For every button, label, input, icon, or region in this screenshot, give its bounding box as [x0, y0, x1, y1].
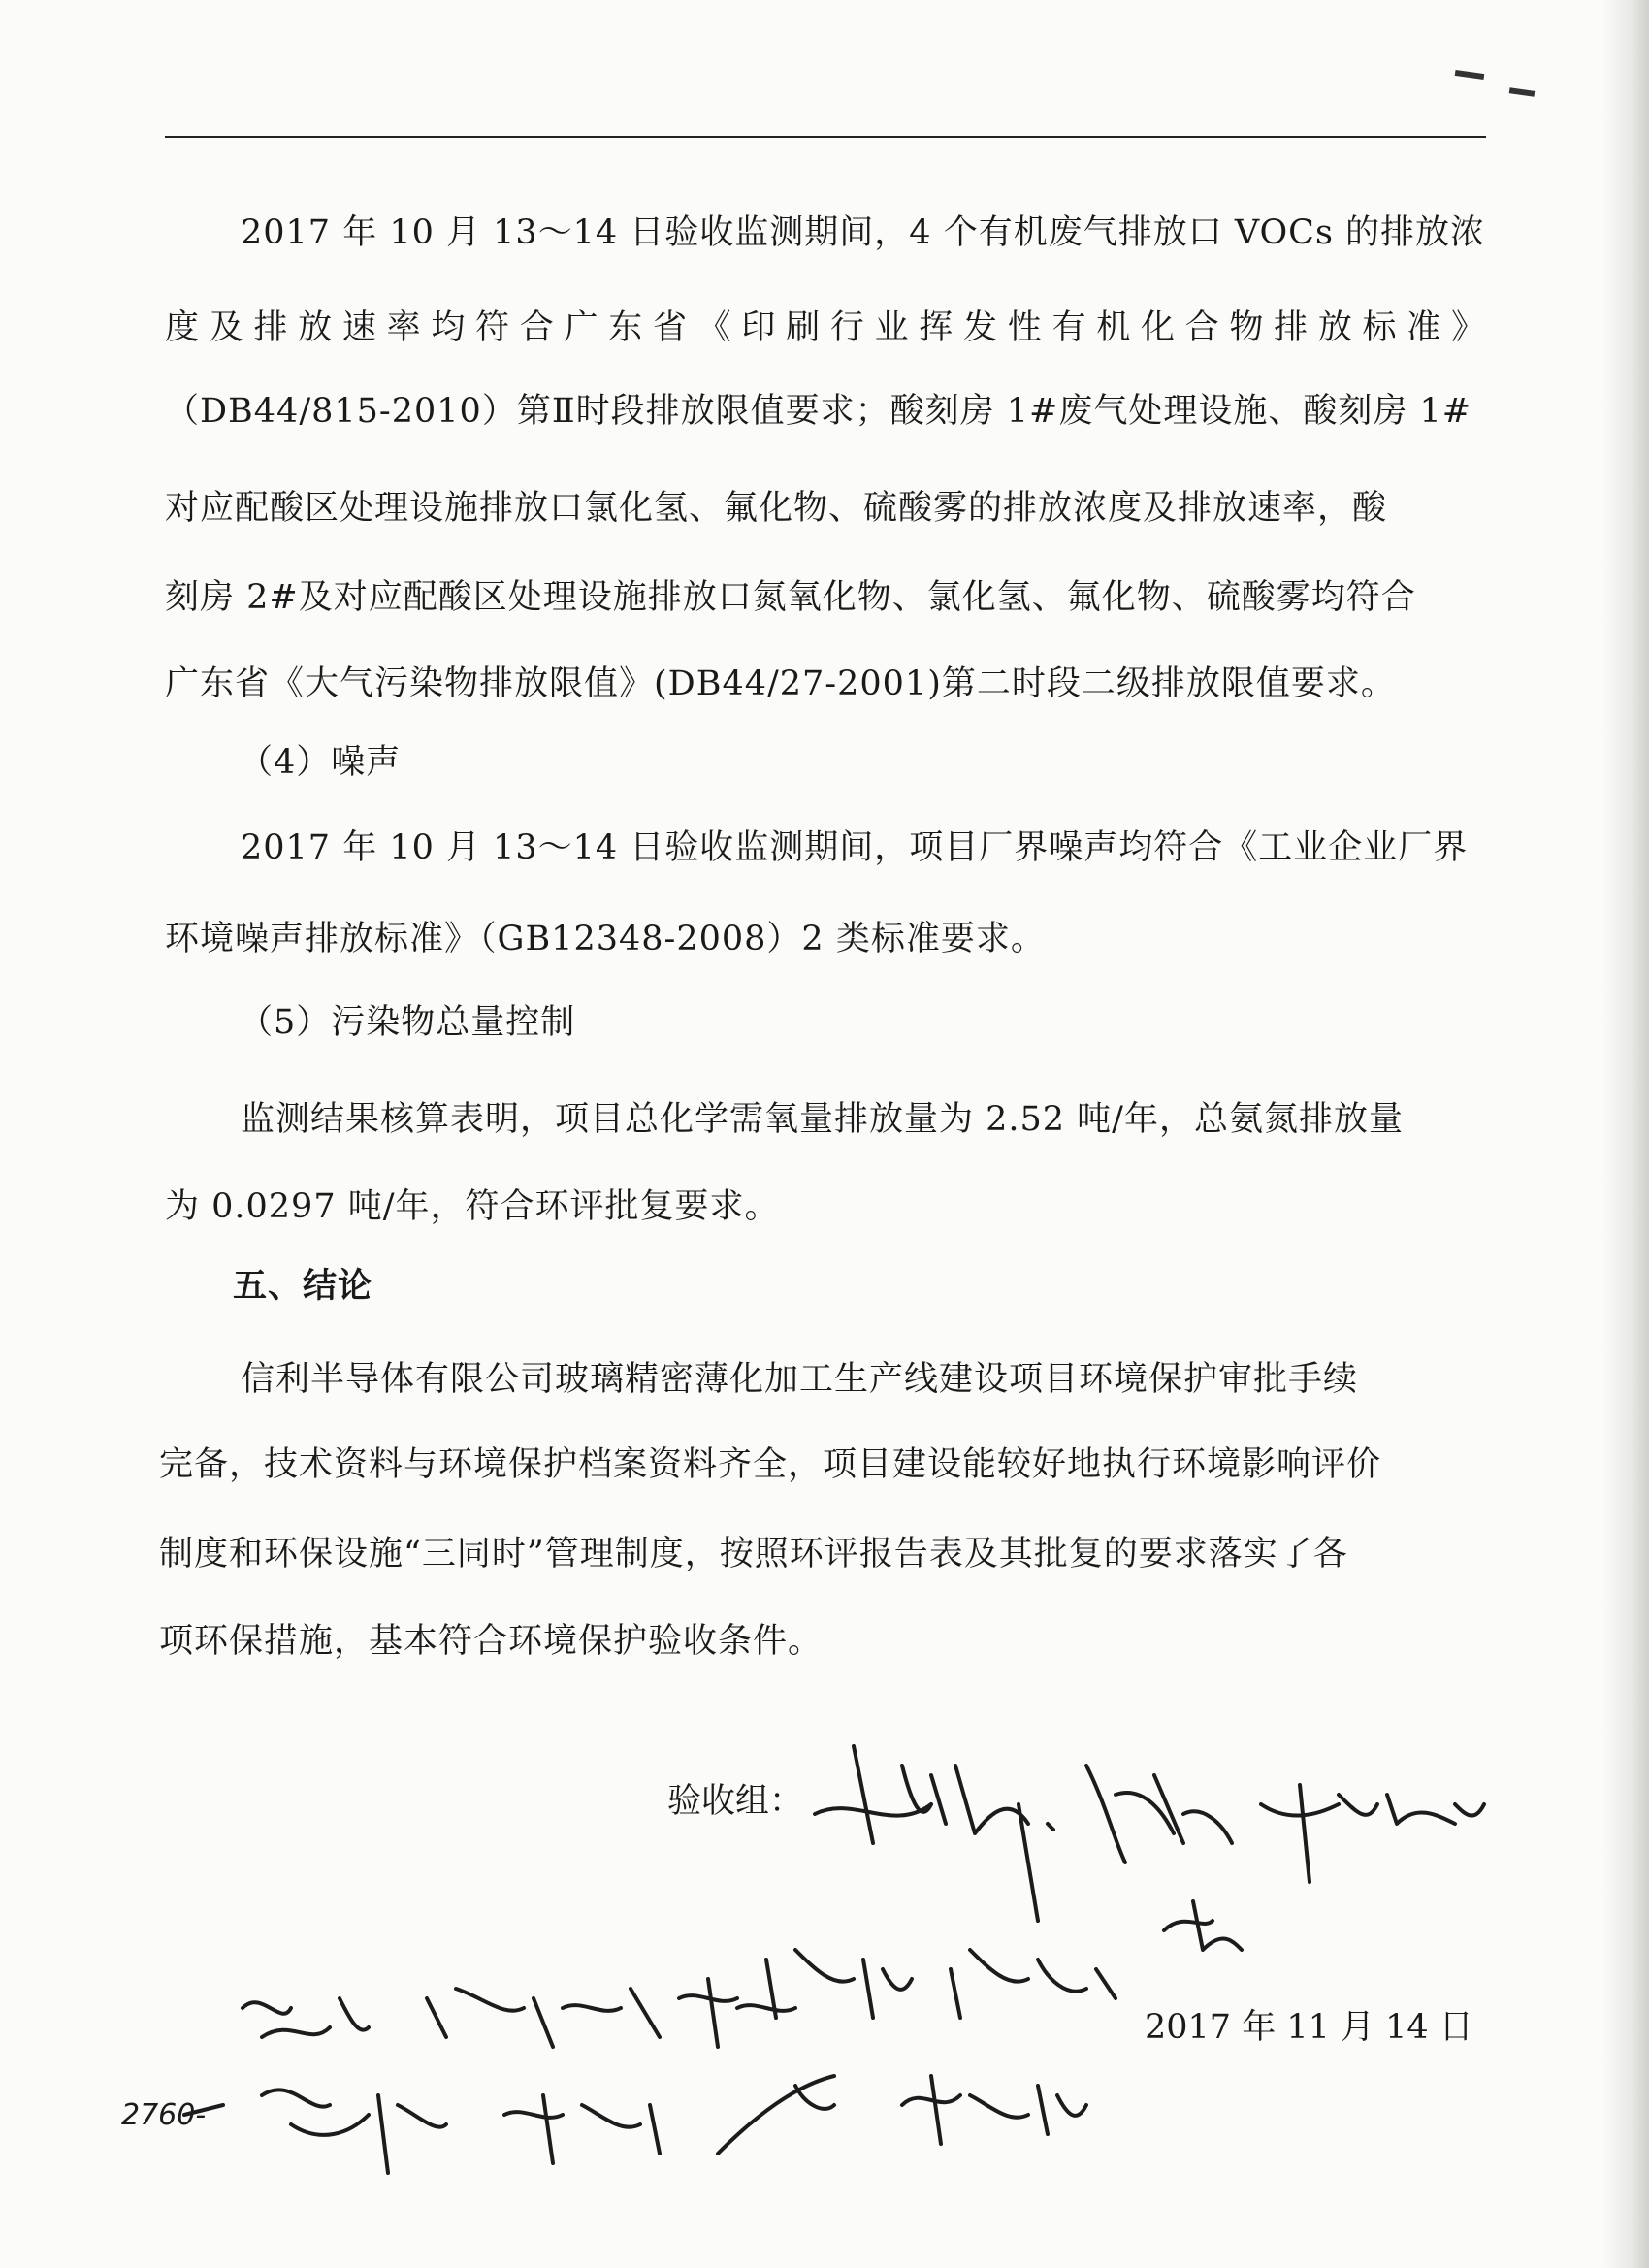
- section-heading: （4）噪声: [239, 743, 402, 782]
- acceptance-team-label: 验收组：: [667, 1782, 804, 1821]
- paragraph-line: 2017 年 10 月 13～14 日验收监测期间，4 个有机废气排放口 VOCs 的排放浓: [241, 213, 1486, 252]
- section-heading: （5）污染物总量控制: [239, 1003, 576, 1042]
- signature-scribble: [766, 1950, 912, 2018]
- conclusion-heading: 五、结论: [233, 1266, 373, 1306]
- signature-scribble: [1164, 1901, 1242, 1950]
- paragraph-line: 监测结果核算表明，项目总化学需氧量排放量为 2.52 吨/年，总氨氮排放量: [241, 1100, 1404, 1139]
- handwritten-note: 2760-: [121, 2098, 207, 2132]
- paragraph-line: 环境噪声排放标准》（GB12348-2008）2 类标准要求。: [165, 920, 1046, 958]
- signature-scribble: [951, 1950, 1116, 2018]
- document-date: 2017 年 11 月 14 日: [1145, 2008, 1473, 2047]
- signature-scribble: [718, 2076, 834, 2154]
- signature-scribble: [1261, 1785, 1484, 1882]
- signature-scribble: [815, 1746, 1038, 1921]
- paragraph-line: 项环保措施，基本符合环境保护验收条件。: [159, 1622, 824, 1661]
- paragraph-line: 对应配酸区处理设施排放口氯化氢、氟化物、硫酸雾的排放浓度及排放速率，酸: [165, 489, 1388, 528]
- paragraph-line: 完备，技术资料与环境保护档案资料齐全，项目建设能较好地执行环境影响评价: [159, 1445, 1382, 1484]
- paragraph-line: （DB44/815-2010）第Ⅱ时段排放限值要求；酸刻房 1#废气处理设施、酸刻房 1#: [165, 392, 1472, 431]
- signature-scribble: [1086, 1766, 1232, 1863]
- paragraph-line: 制度和环保设施“三同时”管理制度，按照环评报告表及其批复的要求落实了各: [159, 1535, 1348, 1573]
- signature-scribble: [242, 1998, 369, 2037]
- paragraph-line: 2017 年 10 月 13～14 日验收监测期间，项目厂界噪声均符合《工业企业厂界: [241, 828, 1469, 867]
- signature-scribble: [427, 1989, 660, 2047]
- signature-scribble: [504, 2095, 660, 2163]
- signature-scribble: [1048, 1824, 1053, 1830]
- signature-scribble: [262, 2090, 446, 2173]
- paragraph-line: 为 0.0297 吨/年，符合环评批复要求。: [165, 1187, 780, 1226]
- paragraph-line: 度及排放速率均符合广东省《印刷行业挥发性有机化合物排放标准》: [165, 308, 1486, 347]
- paragraph-line: 广东省《大气污染物排放限值》(DB44/27-2001)第二时段二级排放限值要求。: [165, 664, 1396, 703]
- signature-scribble: [902, 2076, 1086, 2144]
- paragraph-line: 信利半导体有限公司玻璃精密薄化加工生产线建设项目环境保护审批手续: [241, 1360, 1359, 1399]
- paragraph-line: 刻房 2#及对应配酸区处理设施排放口氮氧化物、氯化氢、氟化物、硫酸雾均符合: [165, 578, 1416, 617]
- signature-scribble: [679, 1979, 795, 2047]
